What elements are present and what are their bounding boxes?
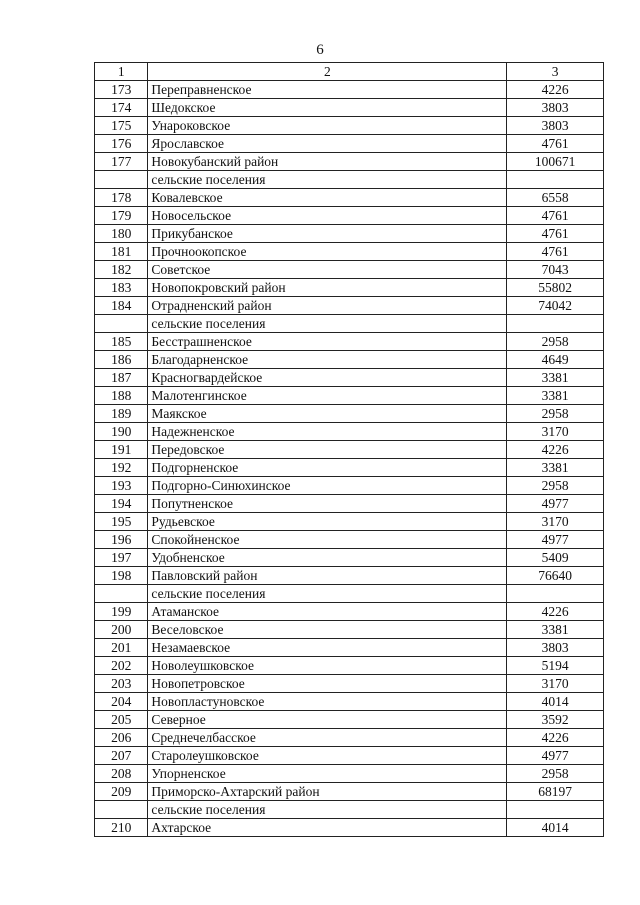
value-cell: 3: [507, 63, 604, 81]
name-cell: Удобненское: [148, 549, 507, 567]
number-cell: [95, 315, 148, 333]
name-cell: Северное: [148, 711, 507, 729]
value-cell: 4014: [507, 693, 604, 711]
table-row: [95, 315, 604, 333]
name-cell: Красногвардейское: [148, 369, 507, 387]
table-row: [95, 225, 604, 243]
number-cell: 198: [95, 567, 148, 585]
table-row: [95, 657, 604, 675]
name-cell: сельские поселения: [148, 801, 507, 819]
table-row: [95, 513, 604, 531]
name-cell: сельские поселения: [148, 585, 507, 603]
name-cell: Приморско-Ахтарский район: [148, 783, 507, 801]
number-cell: 188: [95, 387, 148, 405]
value-cell: 7043: [507, 261, 604, 279]
table-row: [95, 747, 604, 765]
value-cell: 4226: [507, 729, 604, 747]
value-cell: 2958: [507, 477, 604, 495]
name-cell: Подгорно-Синюхинское: [148, 477, 507, 495]
number-cell: 175: [95, 117, 148, 135]
table-row: [95, 459, 604, 477]
value-cell: 76640: [507, 567, 604, 585]
name-cell: Павловский район: [148, 567, 507, 585]
value-cell: 4977: [507, 531, 604, 549]
table-row: [95, 189, 604, 207]
table-row: [95, 279, 604, 297]
table-row: [95, 603, 604, 621]
number-cell: 194: [95, 495, 148, 513]
number-cell: 178: [95, 189, 148, 207]
name-cell: Попутненское: [148, 495, 507, 513]
table-row: [95, 477, 604, 495]
number-cell: 191: [95, 441, 148, 459]
name-cell: Среднечелбасское: [148, 729, 507, 747]
number-cell: [95, 585, 148, 603]
name-cell: Советское: [148, 261, 507, 279]
number-cell: 206: [95, 729, 148, 747]
value-cell: [507, 171, 604, 189]
value-cell: 3381: [507, 459, 604, 477]
number-cell: 179: [95, 207, 148, 225]
name-cell: Шедокское: [148, 99, 507, 117]
table-row: [95, 369, 604, 387]
value-cell: 4649: [507, 351, 604, 369]
table-row: [95, 801, 604, 819]
table-row: [95, 531, 604, 549]
table-row: [95, 135, 604, 153]
number-cell: 201: [95, 639, 148, 657]
value-cell: 3381: [507, 369, 604, 387]
number-cell: 189: [95, 405, 148, 423]
table-row: [95, 117, 604, 135]
name-cell: Маякское: [148, 405, 507, 423]
table-row: [95, 783, 604, 801]
name-cell: Благодарненское: [148, 351, 507, 369]
table-row: [95, 261, 604, 279]
number-cell: 197: [95, 549, 148, 567]
name-cell: Унароковское: [148, 117, 507, 135]
number-cell: 183: [95, 279, 148, 297]
table-row: [95, 405, 604, 423]
name-cell: Надежненское: [148, 423, 507, 441]
name-cell: Новопетровское: [148, 675, 507, 693]
name-cell: Незамаевское: [148, 639, 507, 657]
page-number: 6: [316, 42, 324, 58]
table-row: [95, 171, 604, 189]
number-cell: 187: [95, 369, 148, 387]
number-cell: 204: [95, 693, 148, 711]
value-cell: 4014: [507, 819, 604, 837]
number-cell: 193: [95, 477, 148, 495]
number-cell: 196: [95, 531, 148, 549]
number-cell: 209: [95, 783, 148, 801]
number-cell: 186: [95, 351, 148, 369]
table-row: [95, 621, 604, 639]
number-cell: 1: [95, 63, 148, 81]
value-cell: 6558: [507, 189, 604, 207]
name-cell: Ковалевское: [148, 189, 507, 207]
table-row: [95, 711, 604, 729]
name-cell: Прочноокопское: [148, 243, 507, 261]
number-cell: 181: [95, 243, 148, 261]
value-cell: 4977: [507, 747, 604, 765]
table-row: [95, 729, 604, 747]
value-cell: 3170: [507, 423, 604, 441]
table-row: [95, 153, 604, 171]
value-cell: 4977: [507, 495, 604, 513]
table-row: [95, 297, 604, 315]
table-row: [95, 549, 604, 567]
number-cell: 190: [95, 423, 148, 441]
table-row: [95, 81, 604, 99]
name-cell: Малотенгинское: [148, 387, 507, 405]
name-cell: Прикубанское: [148, 225, 507, 243]
value-cell: 4226: [507, 441, 604, 459]
number-cell: 174: [95, 99, 148, 117]
value-cell: 4761: [507, 135, 604, 153]
table-header-row: [95, 63, 604, 81]
name-cell: Старолеушковское: [148, 747, 507, 765]
number-cell: 205: [95, 711, 148, 729]
number-cell: 203: [95, 675, 148, 693]
value-cell: [507, 801, 604, 819]
value-cell: 3170: [507, 675, 604, 693]
value-cell: 68197: [507, 783, 604, 801]
value-cell: 3381: [507, 387, 604, 405]
table-row: [95, 693, 604, 711]
name-cell: Атаманское: [148, 603, 507, 621]
value-cell: 3803: [507, 117, 604, 135]
name-cell: Ахтарское: [148, 819, 507, 837]
table-row: [95, 819, 604, 837]
number-cell: 200: [95, 621, 148, 639]
table-row: [95, 441, 604, 459]
name-cell: сельские поселения: [148, 315, 507, 333]
value-cell: 4761: [507, 243, 604, 261]
number-cell: 177: [95, 153, 148, 171]
number-cell: [95, 801, 148, 819]
settlements-table: [94, 62, 604, 837]
number-cell: 182: [95, 261, 148, 279]
table-row: [95, 675, 604, 693]
number-cell: 176: [95, 135, 148, 153]
value-cell: 2958: [507, 405, 604, 423]
name-cell: Переправненское: [148, 81, 507, 99]
name-cell: сельские поселения: [148, 171, 507, 189]
table-row: [95, 351, 604, 369]
value-cell: [507, 315, 604, 333]
number-cell: 185: [95, 333, 148, 351]
value-cell: 4761: [507, 207, 604, 225]
name-cell: Рудьевское: [148, 513, 507, 531]
name-cell: Новолеушковское: [148, 657, 507, 675]
value-cell: 4226: [507, 81, 604, 99]
number-cell: 184: [95, 297, 148, 315]
table-row: [95, 639, 604, 657]
number-cell: 199: [95, 603, 148, 621]
table-row: [95, 99, 604, 117]
number-cell: 192: [95, 459, 148, 477]
table-row: [95, 207, 604, 225]
value-cell: 100671: [507, 153, 604, 171]
value-cell: 74042: [507, 297, 604, 315]
table-row: [95, 495, 604, 513]
value-cell: 3170: [507, 513, 604, 531]
name-cell: Ярославское: [148, 135, 507, 153]
name-cell: Новокубанский район: [148, 153, 507, 171]
table-row: [95, 585, 604, 603]
number-cell: 195: [95, 513, 148, 531]
name-cell: Веселовское: [148, 621, 507, 639]
name-cell: Новопокровский район: [148, 279, 507, 297]
value-cell: 3803: [507, 99, 604, 117]
value-cell: 55802: [507, 279, 604, 297]
name-cell: Отрадненский район: [148, 297, 507, 315]
value-cell: 3592: [507, 711, 604, 729]
table-row: [95, 243, 604, 261]
value-cell: 4761: [507, 225, 604, 243]
name-cell: 2: [148, 63, 507, 81]
table-row: [95, 567, 604, 585]
table-row: [95, 387, 604, 405]
name-cell: Бесстрашненское: [148, 333, 507, 351]
name-cell: Новосельское: [148, 207, 507, 225]
value-cell: 2958: [507, 333, 604, 351]
number-cell: 210: [95, 819, 148, 837]
value-cell: 4226: [507, 603, 604, 621]
name-cell: Передовское: [148, 441, 507, 459]
value-cell: [507, 585, 604, 603]
number-cell: [95, 171, 148, 189]
value-cell: 5409: [507, 549, 604, 567]
value-cell: 5194: [507, 657, 604, 675]
table-row: [95, 423, 604, 441]
value-cell: 3803: [507, 639, 604, 657]
number-cell: 207: [95, 747, 148, 765]
name-cell: Подгорненское: [148, 459, 507, 477]
number-cell: 180: [95, 225, 148, 243]
table-row: [95, 765, 604, 783]
name-cell: Спокойненское: [148, 531, 507, 549]
number-cell: 173: [95, 81, 148, 99]
value-cell: 3381: [507, 621, 604, 639]
name-cell: Упорненское: [148, 765, 507, 783]
value-cell: 2958: [507, 765, 604, 783]
table-row: [95, 333, 604, 351]
number-cell: 202: [95, 657, 148, 675]
name-cell: Новопластуновское: [148, 693, 507, 711]
number-cell: 208: [95, 765, 148, 783]
